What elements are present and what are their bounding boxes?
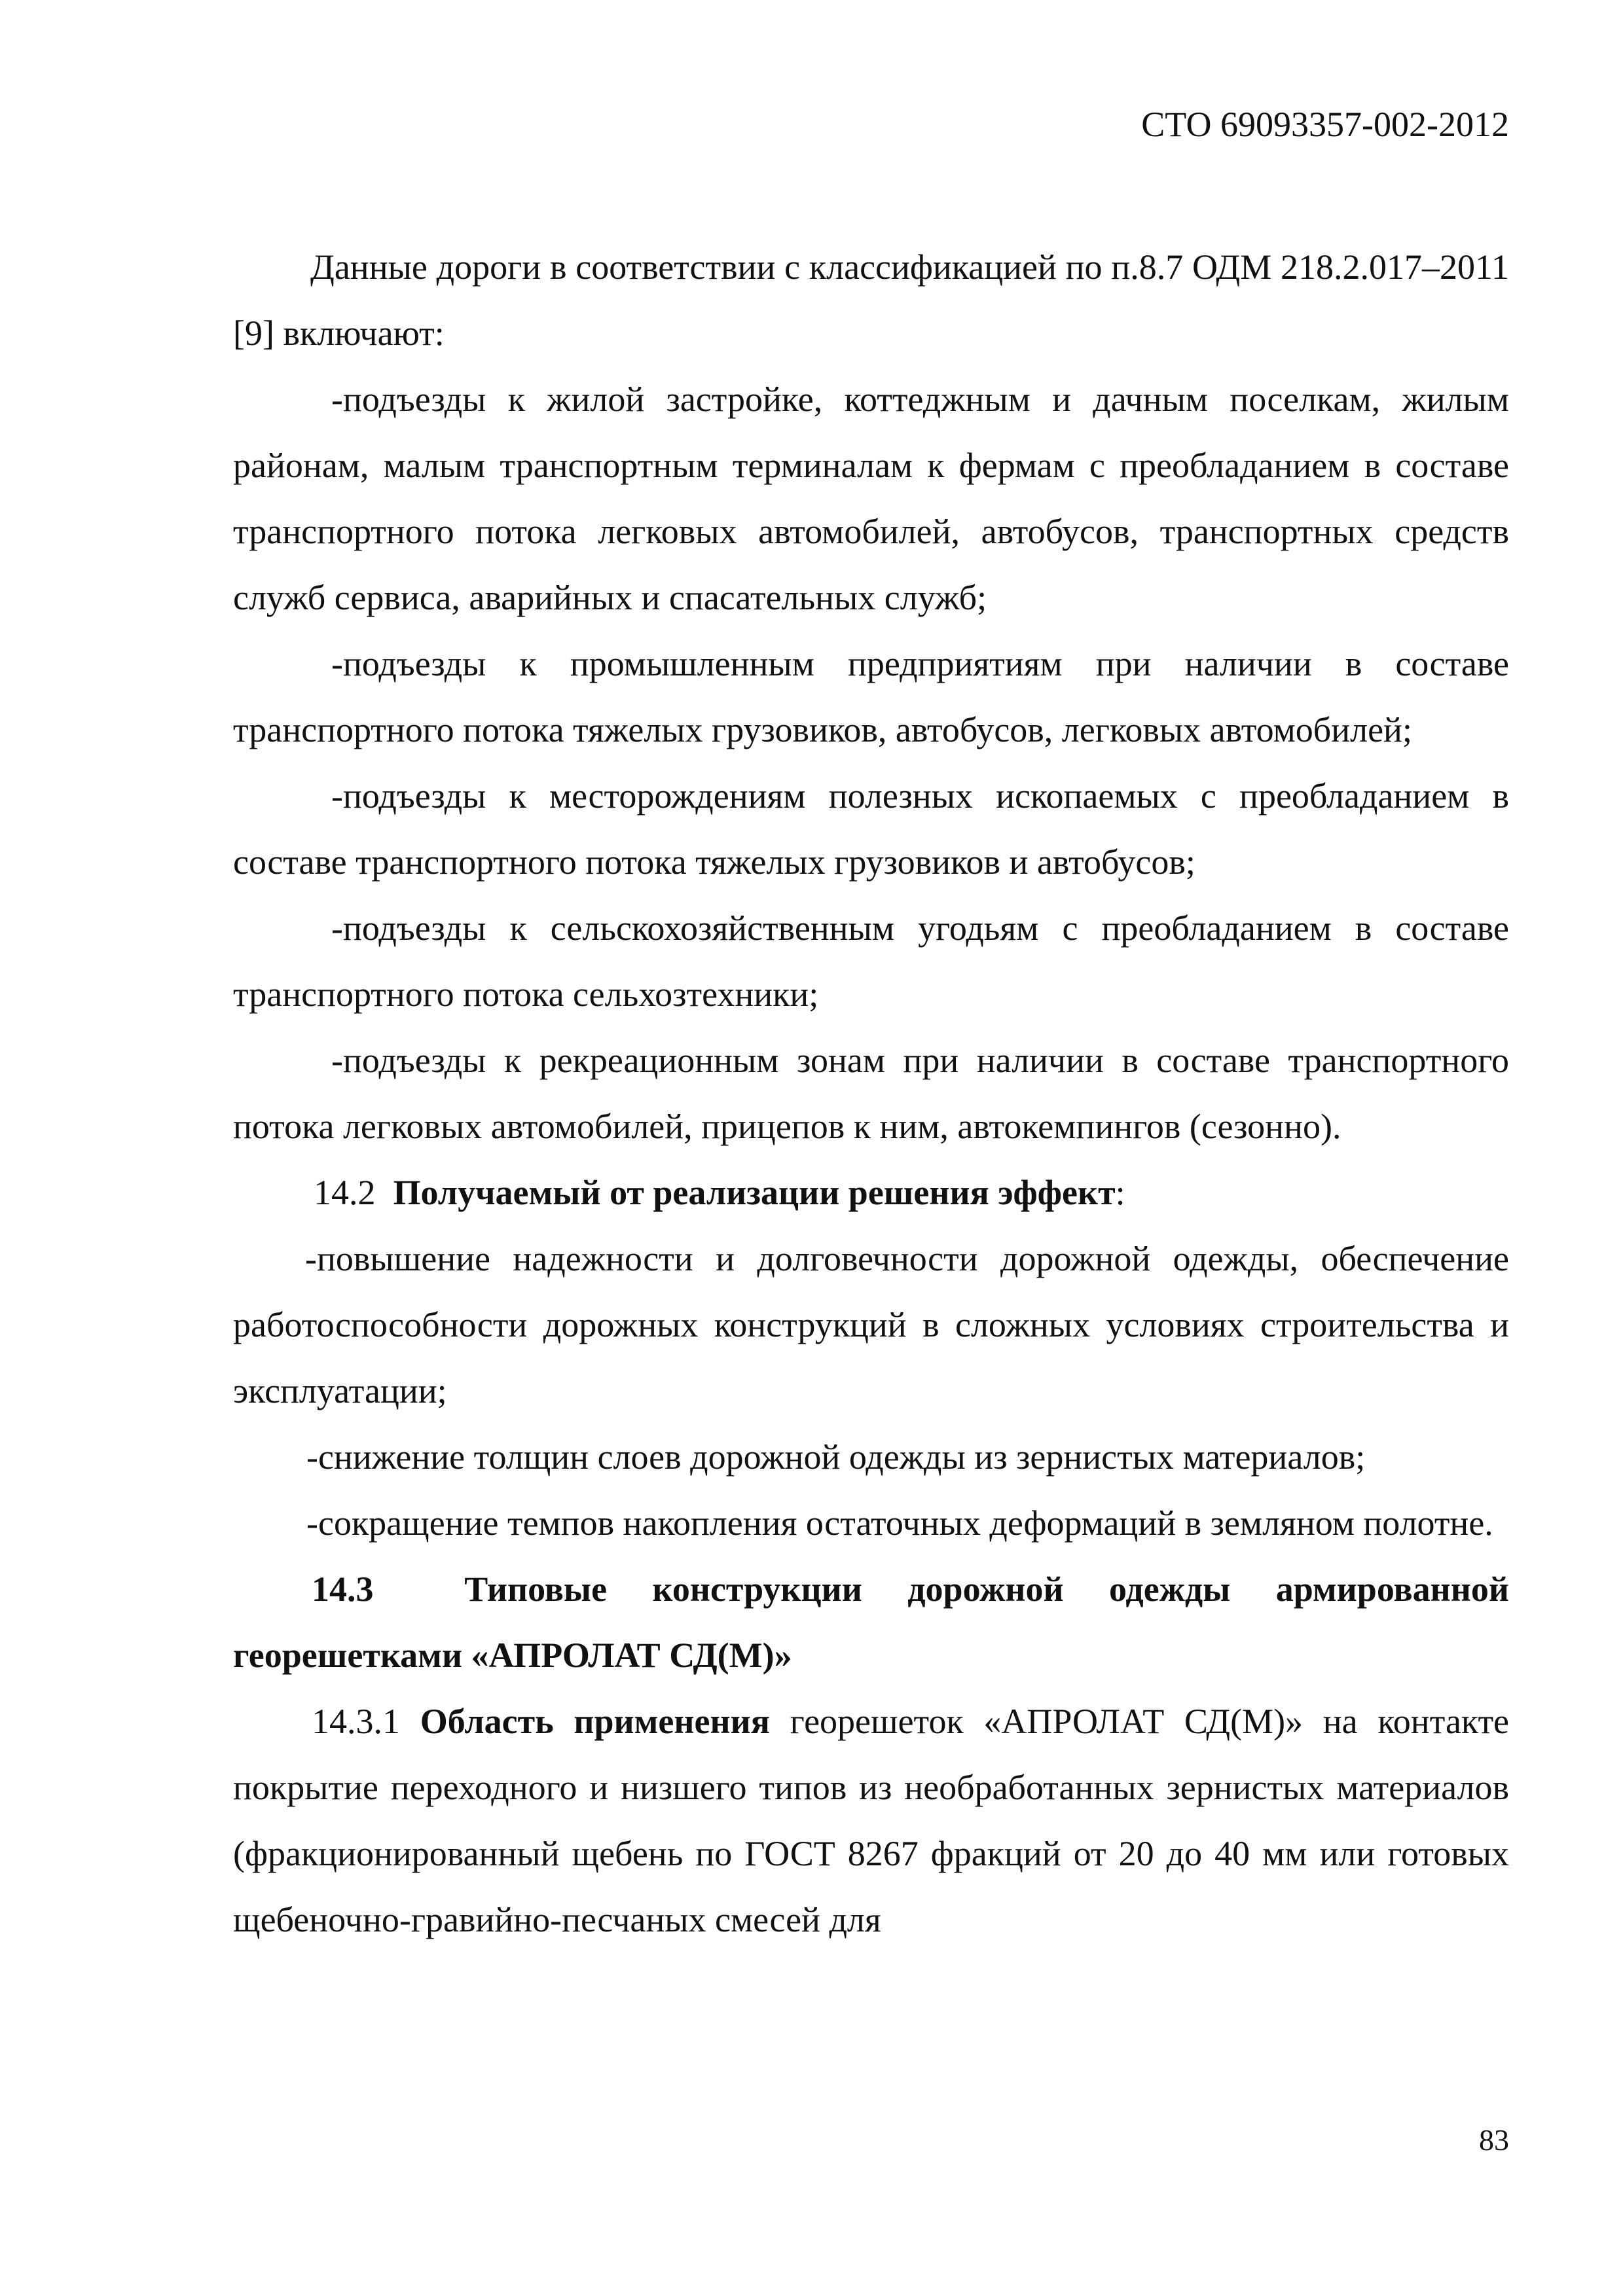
road-item-residential: -подъезды к жилой застройке, коттеджным и дачным поселкам, жилым районам, малым транспортным терминалам к фермам с преобладанием в составе транспортного потока легковых автомобилей, автобусов, транспортных средств служб сервиса, аварийных и спасательных служб;	[233, 380, 1509, 617]
section-14-2-heading	[233, 1160, 1509, 1226]
section-14-3-1-text: георешеток «АПРОЛАТ СД(М)» на контакте покрытие переходного и низшего типов из необработанных зернистых материалов (фракционированный щебень по ГОСТ 8267 фракций от 20 до 40 мм или готовых щебеночно-гравийно-песчаных смесей для	[233, 1702, 1510, 1939]
effect-item-reliability: -повышение надежности и долговечности дорожной одежды, обеспечение работоспособности дорожных конструкций в сложных условиях строительства и эксплуатации;	[233, 1239, 1509, 1410]
page-number: 83	[1479, 2123, 1509, 2157]
section-14-2-number: 14.2	[314, 1173, 376, 1212]
section-14-2-title: Получаемый от реализации решения эффект	[393, 1173, 1116, 1212]
section-14-3-heading	[233, 1556, 1509, 1689]
effect-item-deformation: -сокращение темпов накопления остаточных деформаций в земляном полотне.	[306, 1503, 1493, 1543]
section-14-3-1-number: 14.3.1	[312, 1702, 400, 1741]
document-code: СТО 69093357-002-2012	[1141, 105, 1509, 144]
road-item-recreational: -подъезды к рекреационным зонам при наличии в составе транспортного потока легковых автомобилей, прицепов к ним, автокемпингов (сезонно).	[233, 1041, 1509, 1146]
section-14-3-number: 14.3	[312, 1570, 374, 1609]
road-item-agricultural: -подъезды к сельскохозяйственным угодьям с преобладанием в составе транспортного потока сельхозтехники;	[233, 908, 1509, 1014]
road-item-mining: -подъезды к месторождениям полезных ископаемых с преобладанием в составе транспортного потока тяжелых грузовиков и автобусов;	[233, 776, 1509, 882]
intro-paragraph: Данные дороги в соответствии с классификацией по п.8.7 ОДМ 218.2.017–2011 [9] включают:	[233, 247, 1509, 353]
section-14-3-title: Типовые конструкции дорожной одежды армированной георешетками «АПРОЛАТ СД(М)»	[233, 1570, 1509, 1675]
road-item-industrial: -подъезды к промышленным предприятиям при наличии в составе транспортного потока тяжелых грузовиков, автобусов, легковых автомобилей;	[233, 644, 1509, 749]
page-body	[233, 234, 1509, 1953]
section-14-2-colon: :	[1115, 1173, 1125, 1212]
section-14-3-1-paragraph	[233, 1689, 1509, 1953]
effect-item-thickness: -снижение толщин слоев дорожной одежды из зернистых материалов;	[306, 1437, 1366, 1477]
section-14-3-1-title: Область применения	[420, 1702, 770, 1741]
